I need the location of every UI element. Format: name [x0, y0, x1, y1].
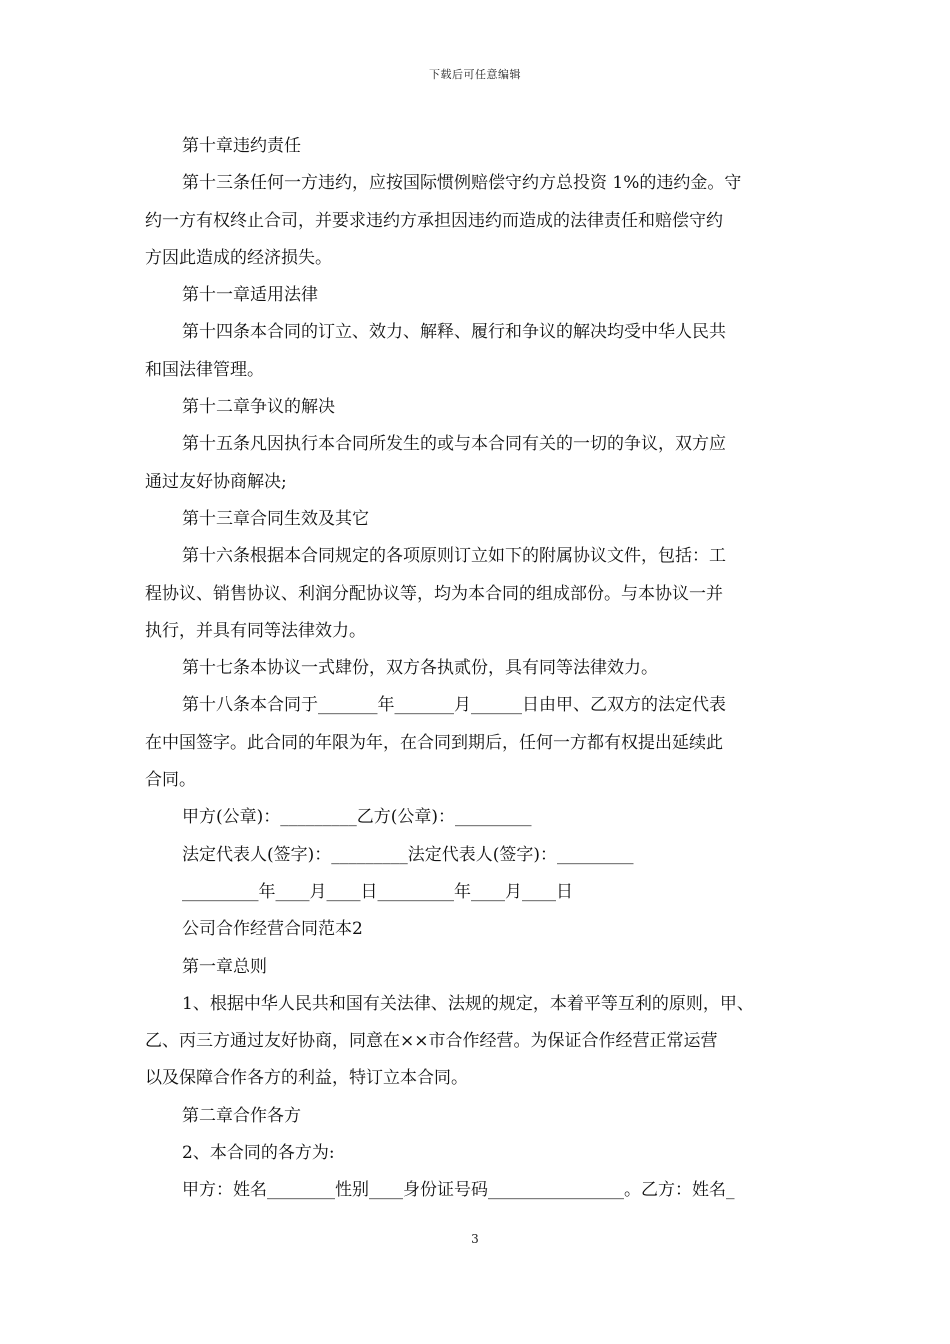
paragraph-line: 第十八条本合同于_______年_______月______日由甲、乙双方的法定代表 — [182, 695, 726, 716]
paragraph — [145, 1172, 805, 1209]
paragraph-line: 第十六条根据本合同规定的各项原则订立如下的附属协议文件，包括：工 — [182, 546, 726, 567]
paragraph — [145, 687, 805, 799]
paragraph — [145, 799, 805, 836]
paragraph-line: 以及保障合作各方的利益，特订立本合同。 — [145, 1068, 468, 1089]
page-number: 3 — [471, 1232, 479, 1246]
paragraph-line: 1、根据中华人民共和国有关法律、法规的规定，本着平等互利的原则，甲、 — [182, 993, 754, 1014]
paragraph-line: 第二章合作各方 — [182, 1105, 301, 1126]
paragraph — [145, 911, 805, 948]
paragraph-line: 甲方：姓名________性别____身份证号码________________。乙方：姓名_ — [182, 1180, 735, 1201]
paragraph — [145, 426, 805, 501]
paragraph-line: 第一章总则 — [182, 956, 267, 977]
paragraph — [145, 501, 805, 538]
paragraph-line: 执行，并具有同等法律效力。 — [145, 620, 366, 641]
paragraph — [145, 986, 805, 1098]
paragraph-line: 2、本合同的各方为: — [182, 1143, 335, 1164]
paragraph-line: 第十三条任何一方违约，应按国际惯例赔偿守约方总投资 1%的违约金。守 — [182, 173, 742, 194]
paragraph — [145, 277, 805, 314]
paragraph-line: 第十章违约责任 — [182, 136, 301, 156]
paragraph-line: 乙、丙三方通过友好协商，同意在××市合作经营。为保证合作经营正常运营 — [145, 1031, 718, 1052]
page-header: 下载后可任意编辑 — [429, 68, 521, 81]
paragraph — [145, 949, 805, 986]
paragraph-line: 第十二章争议的解决 — [182, 397, 335, 418]
paragraph-line: 公司合作经营合同范本2 — [182, 919, 363, 940]
paragraph-line: 法定代表人(签字)：_________法定代表人(签字)：_________ — [182, 844, 634, 865]
paragraph-line: 通过友好协商解决; — [145, 471, 287, 492]
paragraph — [145, 837, 805, 874]
paragraph-line: 甲方(公章)：_________乙方(公章)：_________ — [182, 807, 532, 828]
paragraph-line: 第十一章适用法律 — [182, 285, 318, 306]
paragraph-line: 程协议、销售协议、利润分配协议等，均为本合同的组成部份。与本协议一并 — [145, 583, 723, 604]
paragraph-line: 第十七条本协议一式肆份，双方各执贰份，具有同等法律效力。 — [182, 658, 658, 679]
paragraph — [145, 538, 805, 650]
paragraph — [145, 165, 805, 277]
document-body — [145, 128, 805, 1210]
paragraph-line: 方因此造成的经济损失。 — [145, 247, 332, 268]
paragraph-line: 约一方有权终止合司，并要求违约方承担因违约而造成的法律责任和赔偿守约 — [145, 210, 723, 231]
paragraph-line: 和国法律管理。 — [145, 359, 264, 380]
paragraph — [145, 1135, 805, 1172]
paragraph — [145, 314, 805, 389]
paragraph-line: 合同。 — [145, 770, 196, 791]
paragraph — [145, 650, 805, 687]
paragraph-line: 第十四条本合同的订立、效力、解释、履行和争议的解决均受中华人民共 — [182, 322, 726, 343]
paragraph — [145, 128, 805, 165]
paragraph-line: 第十五条凡因执行本合同所发生的或与本合同有关的一切的争议，双方应 — [182, 434, 726, 455]
paragraph-line: 在中国签字。此合同的年限为年，在合同到期后，任何一方都有权提出延续此 — [145, 732, 723, 753]
paragraph-line: _________年____月____日_________年____月____日 — [182, 881, 573, 902]
paragraph — [145, 1098, 805, 1135]
paragraph-line: 第十三章合同生效及其它 — [182, 508, 369, 529]
paragraph — [145, 389, 805, 426]
paragraph — [145, 874, 805, 911]
